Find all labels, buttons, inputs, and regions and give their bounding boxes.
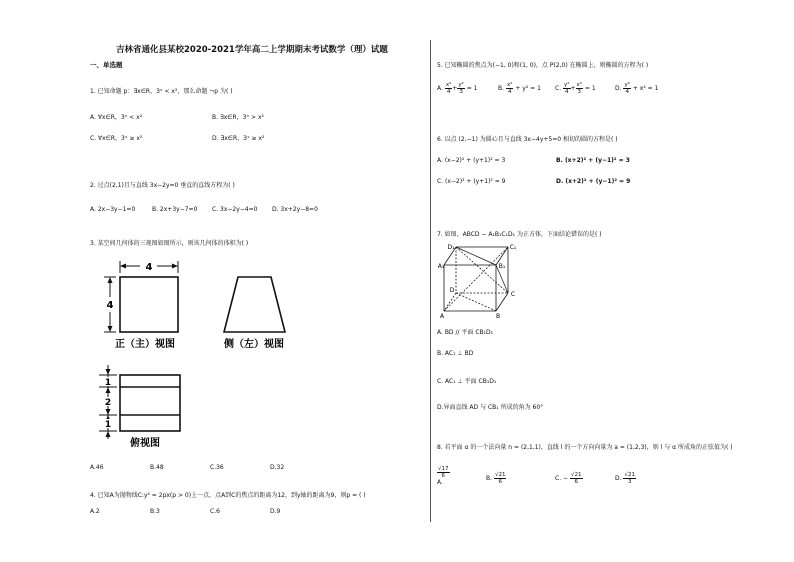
question-8-stem: 8. 若平面 α 的一个法向量 n = (2,1,1)，直线 l 的一个方向向量为 a = (1,2,3)，则 l 与 α 所成角的正弦值为( ): [437, 444, 733, 451]
question-4-option-d: D.9: [270, 508, 281, 515]
question-7-option-c: C. AC₁ ⊥ 平面 CB₁D₁: [437, 378, 497, 385]
arrow-down-icon: [106, 409, 111, 415]
denominator: 6: [574, 479, 578, 485]
question-1-option-a: A. ∀x∈R，3ˣ < x²: [90, 114, 143, 121]
question-2-stem: 2. 过点(2,1)且与直线 3x−2y=0 垂直的直线方程为( ): [90, 182, 235, 189]
cube-edge: [496, 293, 508, 311]
vertex-label: B₁: [498, 263, 506, 270]
question-7-option-d: D.异面直线 AD 与 CB₁ 所成的角为 60°: [437, 404, 544, 411]
vertex-label: C: [510, 291, 516, 298]
question-7-stem: 7. 如图，ABCD − A₁B₁C₁D₁ 为正方体，下面结论错误的是( ): [437, 231, 602, 238]
question-4-option-b: B.3: [150, 508, 160, 515]
denominator: 3: [577, 89, 582, 95]
denominator: 6: [498, 479, 502, 485]
numerator: x²: [506, 82, 513, 88]
numerator: √21: [570, 472, 582, 478]
section-heading: 一、单选题: [90, 61, 123, 69]
vertex-label: A₁: [438, 263, 445, 270]
vertex-label: B: [495, 313, 501, 319]
dim-a-label: 1: [104, 378, 112, 388]
front-view-label: 正（主）视图: [115, 339, 175, 350]
cube-figure: [438, 241, 520, 319]
option-label: C.: [555, 85, 562, 92]
numerator: √21: [624, 472, 635, 478]
denominator: 3: [459, 89, 463, 95]
option-label: B.: [498, 85, 505, 92]
fraction: [437, 466, 450, 479]
numerator: x²: [576, 82, 582, 88]
question-7-option-a: A. BD // 平面 CB₁D₁: [437, 329, 494, 336]
question-6-option-c: C. (x−2)² + (y+1)² = 9: [437, 178, 506, 185]
equation-tail: = 1: [584, 85, 596, 92]
question-1-option-c: C. ∀x∈R，3ˣ ≥ x²: [90, 135, 143, 142]
fraction: [570, 472, 583, 485]
question-5-option-d: [615, 82, 658, 95]
question-7-option-b: B. AC₁ ⊥ BD: [437, 350, 474, 357]
fraction: [623, 472, 636, 485]
arrow-down-icon: [106, 369, 111, 375]
question-5-stem: 5. 已知椭圆的焦点为(−1, 0)和(1, 0)，点 P(2,0) 在椭圆上，则椭圆的方程为( ): [437, 62, 649, 69]
question-2-option-b: B. 2x+3y−7=0: [152, 206, 198, 213]
numerator: √21: [494, 472, 506, 478]
question-3-option-a: A.46: [90, 464, 104, 471]
diagonal-bd: [456, 293, 496, 311]
question-3-stem: 3. 某空间几何体的三视图如图所示，则该几何体的体积为( ): [90, 240, 249, 247]
question-1-option-b: B. ∃x∈R，3ˣ > x²: [212, 114, 264, 121]
front-view-square: [120, 277, 178, 332]
fraction: [576, 82, 583, 95]
denominator: 4: [565, 89, 569, 95]
three-view-figure: [95, 255, 310, 455]
minus-sign: −: [563, 475, 569, 482]
fraction: [506, 82, 513, 95]
arrow-left-icon: [120, 264, 126, 269]
top-view-label: 俯视图: [130, 438, 160, 449]
numerator: √17: [438, 466, 449, 472]
vertex-label: D₁: [447, 244, 455, 251]
dim-height-label: 4: [106, 300, 114, 311]
question-5-option-b: [498, 82, 541, 95]
question-2-option-a: A. 2x−3y−1=0: [90, 206, 136, 213]
question-3-option-d: D.32: [270, 464, 285, 471]
diagonal-b1d1: [456, 247, 496, 265]
question-6-option-b: B. (x+2)² + (y−1)² = 3: [556, 157, 630, 164]
dim-b-label: 2: [104, 398, 112, 408]
fraction: [563, 82, 570, 95]
denominator: 4: [625, 89, 629, 95]
page-title: 吉林省通化县某校2020-2021学年高二上学期期末考试数学（理）试题: [116, 45, 388, 55]
side-view-trapezoid: [224, 277, 285, 332]
question-8-option-c: [555, 472, 583, 485]
arrow-down-icon: [108, 326, 113, 332]
option-label: A.: [437, 85, 443, 92]
column-divider: [430, 40, 431, 522]
question-1-option-d: D. ∃x∈R，3ˣ ≥ x²: [212, 135, 265, 142]
question-6-stem: 6. 以点 (2,−1) 为圆心且与直线 3x−4y+5=0 相切的圆的方程是( ): [437, 136, 618, 143]
vertex-label: D: [449, 287, 455, 294]
question-2-option-d: D. 3x+2y−8=0: [272, 206, 318, 213]
question-1-stem: 1. 已知命题 p：∃x∈R，3ˣ < x²，那么命题 ¬p 为( ): [90, 88, 233, 95]
denominator: 6: [441, 473, 445, 479]
equation-tail: + y² = 1: [515, 85, 541, 92]
question-4-option-a: A.2: [90, 508, 100, 515]
side-view-label: 侧（左）视图: [224, 339, 284, 350]
numerator: y²: [458, 82, 464, 88]
equation-tail: = 1: [466, 85, 478, 92]
fraction: [623, 82, 630, 95]
option-label: D.: [615, 85, 622, 92]
question-5-option-a: A. $\frac{\text{x²}}{4}$ + $\frac{\text{y²}}{3}$ = 1: [437, 82, 478, 95]
option-label: C.: [555, 475, 562, 482]
arrow-up-icon: [106, 431, 111, 437]
numerator: x²: [445, 82, 452, 88]
denominator: 3: [627, 479, 632, 485]
numerator: y²: [564, 82, 570, 88]
diagonal-ac1: [444, 247, 508, 311]
option-label: D.: [615, 475, 622, 482]
question-6-option-a: A. (x−2)² + (y+1)² = 3: [437, 157, 506, 164]
question-6-option-d: D. (x+2)² + (y−1)² = 9: [556, 178, 631, 185]
option-label: B.: [486, 475, 493, 482]
numerator: y²: [624, 82, 630, 88]
denominator: 4: [507, 89, 512, 95]
question-2-option-c: C. 3x−2y−4=0: [212, 206, 258, 213]
fraction: [457, 82, 464, 95]
equation-tail: + x² = 1: [632, 85, 659, 92]
option-letter: A.: [437, 479, 443, 486]
question-3-option-b: B.48: [150, 464, 164, 471]
arrow-right-icon: [172, 264, 178, 269]
dim-width-label: 4: [145, 262, 153, 273]
question-5-option-c: C. $\frac{\text{y²}}{4}$ + $\frac{\text{x²}}{3}$ = 1: [555, 82, 596, 95]
question-4-option-c: C.6: [210, 508, 220, 515]
top-view-rect: [120, 375, 180, 431]
question-8-option-a: [437, 466, 450, 479]
question-8-option-b: [486, 472, 506, 485]
arrow-up-icon: [108, 277, 113, 283]
question-8-option-d: [615, 472, 636, 485]
vertex-label: A: [439, 313, 445, 319]
question-3-option-c: C.36: [210, 464, 224, 471]
cube-hidden-edge: [444, 293, 456, 311]
vertex-label: C₁: [509, 244, 517, 251]
fraction: [445, 82, 452, 95]
diagonal-d1c: [456, 247, 508, 293]
fraction: [494, 472, 507, 485]
dim-c-label: 1: [104, 420, 112, 430]
question-4-stem: 4. 已知A为抛物线C:y² = 2px(p > 0)上一点，点A到C的焦点的距离为12，到y轴的距离为9，则p = ( ): [90, 492, 366, 499]
denominator: 4: [446, 89, 451, 95]
